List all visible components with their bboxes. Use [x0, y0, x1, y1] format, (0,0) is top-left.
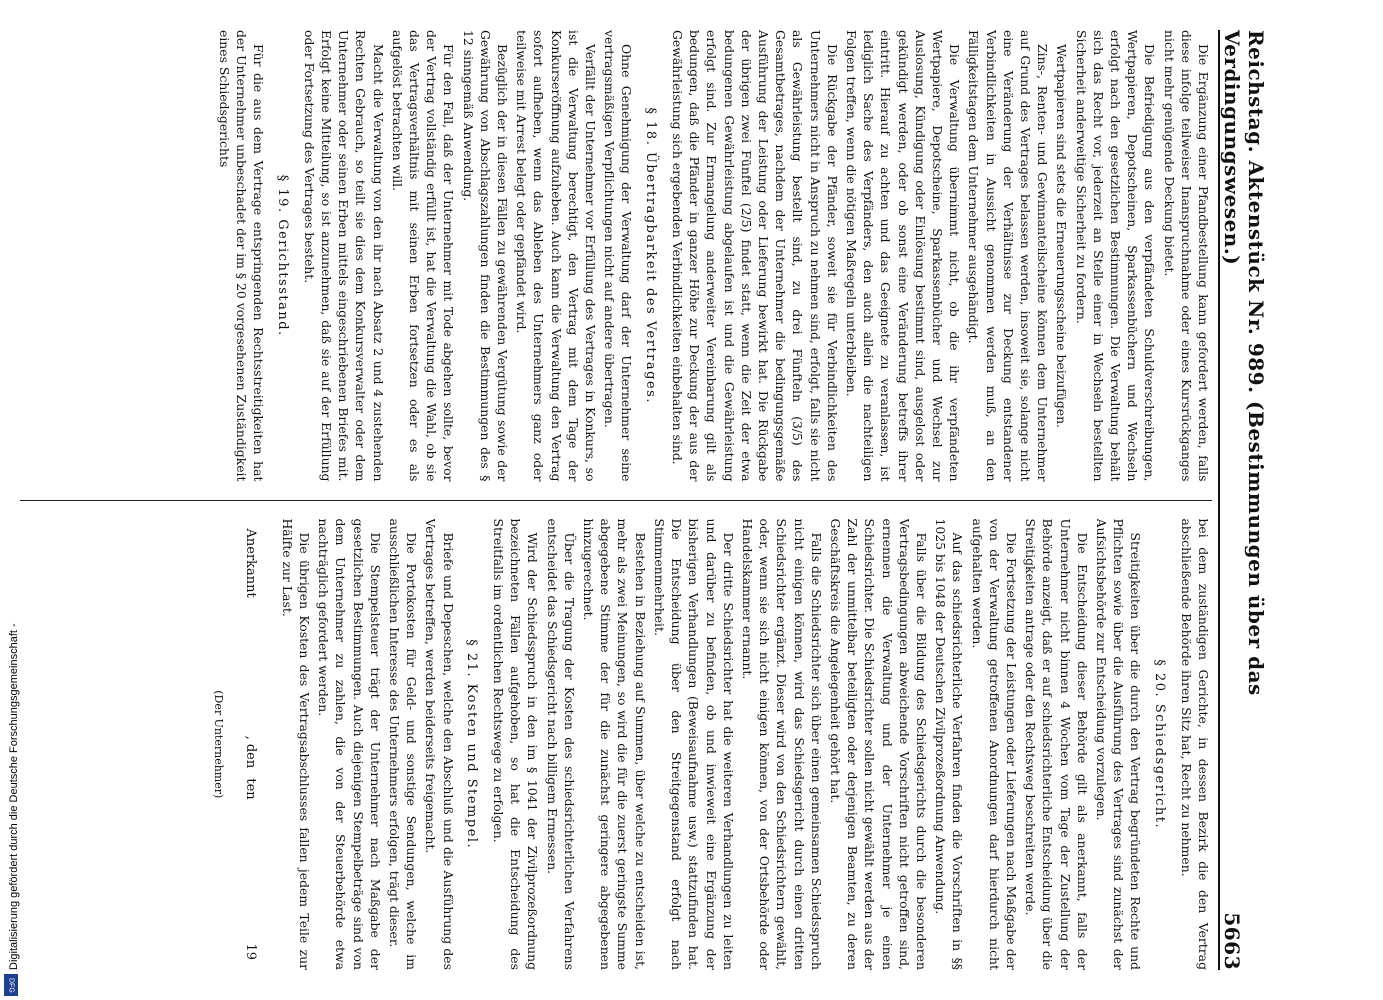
paragraph: Streitigkeiten über die durch den Vertrag begründeten Rechte und Pflichten sowie über die Ausführung des Vertrages sind zunächst der Aufsichtsbehörde zur Entscheidung vorzulegen. [1093, 518, 1144, 970]
paragraph: Bestehen in Beziehung auf Summen, über welche zu entscheiden ist, mehr als zwei Meinungen, so wird die für die zuerst geringste Summe abgegebene Stimme der für die zunächst geringere abgegebenen hinzugerechnet. [581, 518, 648, 970]
paragraph: Für den Fall, daß der Unternehmer mit Tode abgehen sollte, bevor der Vertrag vollständig erfüllt ist, hat die Verwaltung die Wahl, ob sie das Vertragsverhältnis mit seinen Erben fortsetzen oder es als aufgelöst betrachten will. [389, 30, 457, 482]
paragraph: Für die aus dem Vertrage entspringenden Rechtsstreitigkeiten hat der Unternehmer unbeschadet der im § 20 vorgesehenen Zuständigkeit eines Schiedsgerichts [217, 30, 267, 482]
paragraph: Die Entscheidung dieser Behörde gilt als anerkannt, falls der Unternehmer nicht binnen 4 Wochen vom Tage der Zustellung der Behörde anzeigt, daß er auf schiedsrichterliche Entscheidung über die Streitigkeiten antrage oder den Rechtsweg beschreiten werde. [1023, 518, 1090, 970]
paragraph: Die Portokosten für Geld- und sonstige Sendungen, welche im ausschließlichen Interesse des Unternehmers erfolgen, trägt dieser. [387, 518, 420, 970]
dfg-logo: DFG [4, 974, 18, 996]
paragraph: Die Verwaltung übernimmt nicht, ob die ihr verpfändeten Wertpapiere, Depotscheine, Sparkassenbücher und Wechsel zur Auslosung, Kündigung oder Einlösung bestimmt sind, ausgelost oder gekündigt werden, oder ob sonst eine Veränderung betreffs ihrer eintritt. Hierauf zu achten und das Geeignete zu veranlassen, ist lediglich Sache des Verpfänders, den auch allein die nachteiligen Folgen treffen, wenn die nötigen Maßregeln unterbleiben. [843, 30, 963, 482]
paragraph: Briefe und Depeschen, welche den Abschluß und die Ausführung des Vertrages betreffen, werden beiderseits freigemacht. [423, 518, 456, 970]
page-header [1218, 30, 1268, 970]
paragraph: Die Ergänzung einer Pfandbestellung kann gefordert werden, falls diese infolge teilweiser Inanspruchnahme oder eines Kursrückganges nicht mehr genügende Deckung bietet. [1161, 30, 1211, 482]
paragraph: Die Fortsetzung der Leistungen oder Lieferungen nach Maßgabe der von der Verwaltung getroffenen Anordnungen darf hierdurch nicht aufgehalten werden. [969, 518, 1019, 970]
digitization-footer [0, 0, 22, 1000]
paragraph: Ohne Genehmigung der Verwaltung darf der Unternehmer seine vertragsmäßigen Verpflichtungen nicht auf andere übertragen. [602, 30, 635, 482]
paragraph: Falls die Schiedsrichter sich über einen gemeinsamen Schiedsspruch nicht einigen können, wird das Schiedsgericht durch einen dritten Schiedsrichter ergänzt. Dieser wird von den Schiedsrichtern gewählt, oder, wenn sie sich nicht einigen können, von der Ortsbehörde oder Handelskammer ernannt. [739, 518, 824, 970]
paragraph: Macht die Verwaltung von den ihr nach Absatz 2 und 4 zustehenden Rechten Gebrauch, so teilt sie dies dem Konkursverwalter oder dem Unternehmer oder seinen Erben mittels eingeschriebenen Briefes mit. Erfolgt keine Mitteilung, so ist anzunehmen, daß sie auf der Erfüllung oder Fortsetzung des Vertrages besteht. [301, 30, 386, 482]
paragraph: Die übrigen Kosten des Vertragsabschlusses fallen jedem Teile zur Hälfte zur Last. [279, 518, 313, 970]
section-heading-19: § 19. Gerichtsstand. [274, 174, 290, 337]
paragraph: Wird der Schiedsspruch in den im § 1041 der Zivilprozeßordnung bezeichneten Fällen aufgehoben, so hat die Entscheidung des Streitfalls im ordentlichen Rechtswege zu erfolgen. [491, 518, 541, 970]
paragraph: Verfällt der Unternehmer vor Erfüllung des Vertrages in Konkurs, so ist die Verwaltung berechtigt, den Vertrag mit dem Tage der Konkurseröffnung aufzuheben. Auch kann die Verwaltung den Vertrag sofort aufheben, wenn das Ableben des Unternehmers ganz oder teilweise mit Arrest belegt oder gepfändet wird. [514, 30, 599, 482]
paragraph: Wertpapieren sind stets die Erneuerungsscheine beizufügen. [1054, 44, 1070, 429]
section-heading-21: § 21. Kosten und Stempel. [463, 639, 479, 850]
signature-acknowledged: Anerkannt [242, 528, 258, 598]
signature-caption: (Der Unternehmer) [212, 690, 226, 799]
section-heading-20: § 20. Schiedsgericht. [1151, 659, 1167, 830]
section-heading-18: § 18. Übertragbarkeit des Vertrages. [642, 107, 658, 404]
column-divider [20, 500, 1212, 501]
signature-line [241, 519, 258, 971]
paragraph: Über die Tragung der Kosten des schiedsrichterlichen Verfahrens entscheidet das Schiedsgericht nach billigem Ermessen. [544, 518, 577, 970]
paragraph: Zins-, Renten- und Gewinnanteilscheine können dem Unternehmer auf Grund des Vertrages belassen werden, insoweit sie, solange nicht eine Veränderung der Verhältnisse zur Deckung entstandener Verbindlichkeiten in Aussicht genommen werden muß, an den Fälligkeitstagen dem Unternehmer ausgehändigt. [966, 30, 1051, 482]
paragraph: Der dritte Schiedsrichter hat die weiteren Verhandlungen zu leiten und darüber zu befinden, ob und inwieweit eine Ergänzung der bisherigen Verhandlungen (Beweisaufnahme usw.) stattzufinden hat. Die Entscheidung über den Streitgegenstand erfolgt nach Stimmenmehrheit. [651, 518, 736, 970]
column-left [20, 30, 1212, 482]
signature-year: 19 [242, 943, 258, 960]
text-columns [20, 30, 1212, 970]
paragraph: Die Befriedigung aus den verpfändeten Schuldverschreibungen, Wertpapieren, Depotscheinen, Sparkassenbüchern und Wechseln erfolgt nach den gesetzlichen Bestimmungen. Die Verwaltung behält sich das Recht vor, jederzeit an Stelle einer in Wechseln bestellten Sicherheit anderweitige Sicherheit zu fordern. [1073, 30, 1158, 482]
paragraph: bei dem zuständigen Gerichte, in dessen Bezirk die den Vertrag abschließende Behörde ihren Sitz hat, Recht zu nehmen. [1178, 518, 1211, 970]
signature-date-suffix: ten [242, 778, 258, 800]
page-number: 5663 [1220, 912, 1244, 970]
paragraph: Die Rückgabe der Pfänder, soweit sie für Verbindlichkeiten des Unternehmers nicht in Anspruch zu nehmen sind, erfolgt, falls sie nicht als Gewährleistung bestellt sind, zu drei Fünfteln (3/5) des Gesamtbetrages, nachdem der Unternehmer die bedingungsgemäße Ausführung der Leistung oder Lieferung bewirkt hat. Die Rückgabe der übrigen zwei Fünftel (2/5) findet statt, wenn die Zeit der etwa bedungenen Gewährleistung abgelaufen ist und die Gewährleistung erfolgt sind. Zur Ermangelung anderweiter Vereinbarung gilt als bedungen, daß die Pfänder in ganzer Höhe zur Deckung der aus der Gewährleistung sich ergebenden Verbindlichkeiten einbehalten sind. [669, 30, 840, 482]
header-title: Reichstag. Aktenstück Nr. 989. (Bestimmungen über das Verdingungswesen.) [1220, 30, 1268, 696]
paragraph: Falls über die Bildung des Schiedsgerichts durch die besonderen Vertragsbedingungen abweichende Vorschriften nicht getroffen sind, ernennen die Verwaltung und der Unternehmer je einen Schiedsrichter. Die Schiedsrichter sollen nicht gewählt werden aus der Zahl der unmittelbar beteiligten oder derjenigen Beamten, zu deren Geschäftskreis die Angelegenheit gehört hat. [827, 518, 929, 970]
paragraph: Auf das schiedsrichterliche Verfahren finden die Vorschriften in §§ 1025 bis 1048 der Deutschen Zivilprozeßordnung Anwendung. [933, 518, 966, 970]
footer-credit: Digitalisierung gefördert durch die Deutsche Forschungsgemeinschaft - [8, 623, 20, 970]
column-right [20, 519, 1212, 971]
paragraph: Die Stempelsteuer trägt der Unternehmer nach Maßgabe der gesetzlichen Bestimmungen. Auch diejenigen Stempelbeträge sind von dem Unternehmer zu zahlen, die von der Steuerbehörde etwa nachträglich gefordert werden. [316, 518, 383, 970]
paragraph: Bezüglich der in diesen Fällen zu gewährenden Vergütung sowie der Gewährung von Abschlagszahlungen finden die Bestimmungen des § 12 sinngemäß Anwendung. [460, 30, 511, 482]
signature-date-prefix: , den [242, 735, 258, 769]
